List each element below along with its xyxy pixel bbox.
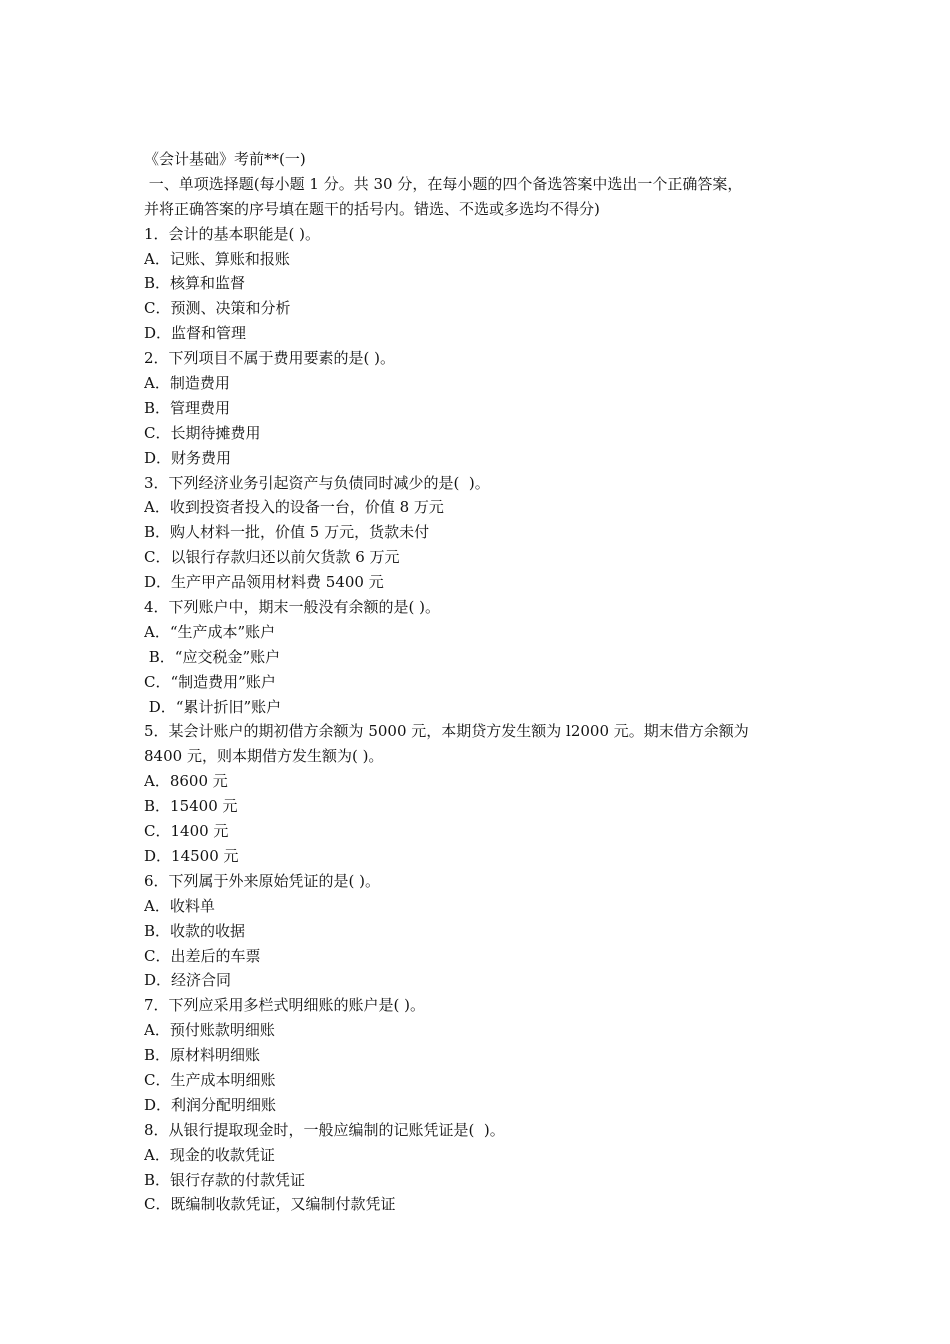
question-stem: 5．某会计账户的期初借方余额为 5000 元，本期贷方发生额为 l2000 元。期末借方余额为: [144, 722, 749, 741]
question-stem: 7．下列应采用多栏式明细账的账户是( )。: [144, 996, 426, 1015]
question-stem: 2．下列项目不属于费用要素的是( )。: [144, 349, 396, 368]
answer-option: A．制造费用: [144, 374, 230, 393]
question-list: [144, 222, 824, 1218]
answer-option: B．原材料明细账: [144, 1046, 261, 1065]
question-stem: 8．从银行提取现金时，一般应编制的记账凭证是( )。: [144, 1120, 505, 1139]
answer-option: A．现金的收款凭证: [144, 1145, 275, 1164]
answer-option: D．监督和管理: [144, 324, 247, 343]
section-header-line-2: 并将正确答案的序号填在题干的括号内。错选、不选或多选均不得分): [144, 199, 600, 218]
question-block: [144, 1118, 824, 1218]
question-stem: 3．下列经济业务引起资产与负债同时减少的是( )。: [144, 473, 490, 492]
question-block: [144, 346, 824, 470]
document-title: 《会计基础》考前**(一): [144, 150, 306, 168]
answer-option: D．财务费用: [144, 448, 232, 467]
question-block: [144, 869, 824, 993]
question-block: [144, 222, 824, 346]
answer-option: D．生产甲产品领用材料费 5400 元: [144, 573, 384, 592]
question-stem: 8400 元，则本期借方发生额为( )。: [144, 747, 384, 766]
question-block: [144, 993, 824, 1117]
answer-option: D．“累计折旧”账户: [144, 697, 282, 716]
answer-option: A．记账、算账和报账: [144, 249, 290, 268]
answer-option: A．8600 元: [144, 772, 228, 791]
answer-option: B．“应交税金”账户: [144, 647, 281, 666]
answer-option: A．预付账款明细账: [144, 1021, 275, 1040]
answer-option: C．1400 元: [144, 822, 229, 841]
answer-option: C．出差后的车票: [144, 946, 261, 965]
section-header-line-1: 一、单项选择题(每小题 1 分。共 30 分，在每小题的四个备选答案中选出一个正确答案，: [144, 174, 743, 193]
question-stem: 1．会计的基本职能是( )。: [144, 224, 321, 243]
question-block: [144, 595, 824, 719]
answer-option: C．生产成本明细账: [144, 1070, 276, 1089]
answer-option: B．核算和监督: [144, 274, 246, 293]
answer-option: C．以银行存款归还以前欠货款 6 万元: [144, 548, 400, 567]
question-block: [144, 471, 824, 595]
answer-option: C．长期待摊费用: [144, 423, 261, 442]
question-stem: 6．下列属于外来原始凭证的是( )。: [144, 871, 381, 890]
answer-option: C．预测、决策和分析: [144, 299, 291, 318]
answer-option: C．“制造费用”账户: [144, 672, 276, 691]
answer-option: A．收到投资者投入的设备一台，价值 8 万元: [144, 498, 444, 517]
answer-option: B．收款的收据: [144, 921, 246, 940]
answer-option: B．管理费用: [144, 398, 231, 417]
answer-option: D．14500 元: [144, 846, 239, 865]
answer-option: B．购人材料一批，价值 5 万元，货款未付: [144, 523, 430, 542]
answer-option: D．利润分配明细账: [144, 1095, 277, 1114]
answer-option: A．收料单: [144, 896, 215, 915]
answer-option: C．既编制收款凭证，又编制付款凭证: [144, 1195, 396, 1214]
answer-option: A．“生产成本”账户: [144, 622, 276, 641]
answer-option: D．经济合同: [144, 971, 232, 990]
document-body: [144, 147, 824, 1217]
answer-option: B．银行存款的付款凭证: [144, 1170, 306, 1189]
question-stem: 4．下列账户中，期末一般没有余额的是( )。: [144, 598, 441, 617]
question-block: [144, 719, 824, 868]
answer-option: B．15400 元: [144, 797, 238, 816]
